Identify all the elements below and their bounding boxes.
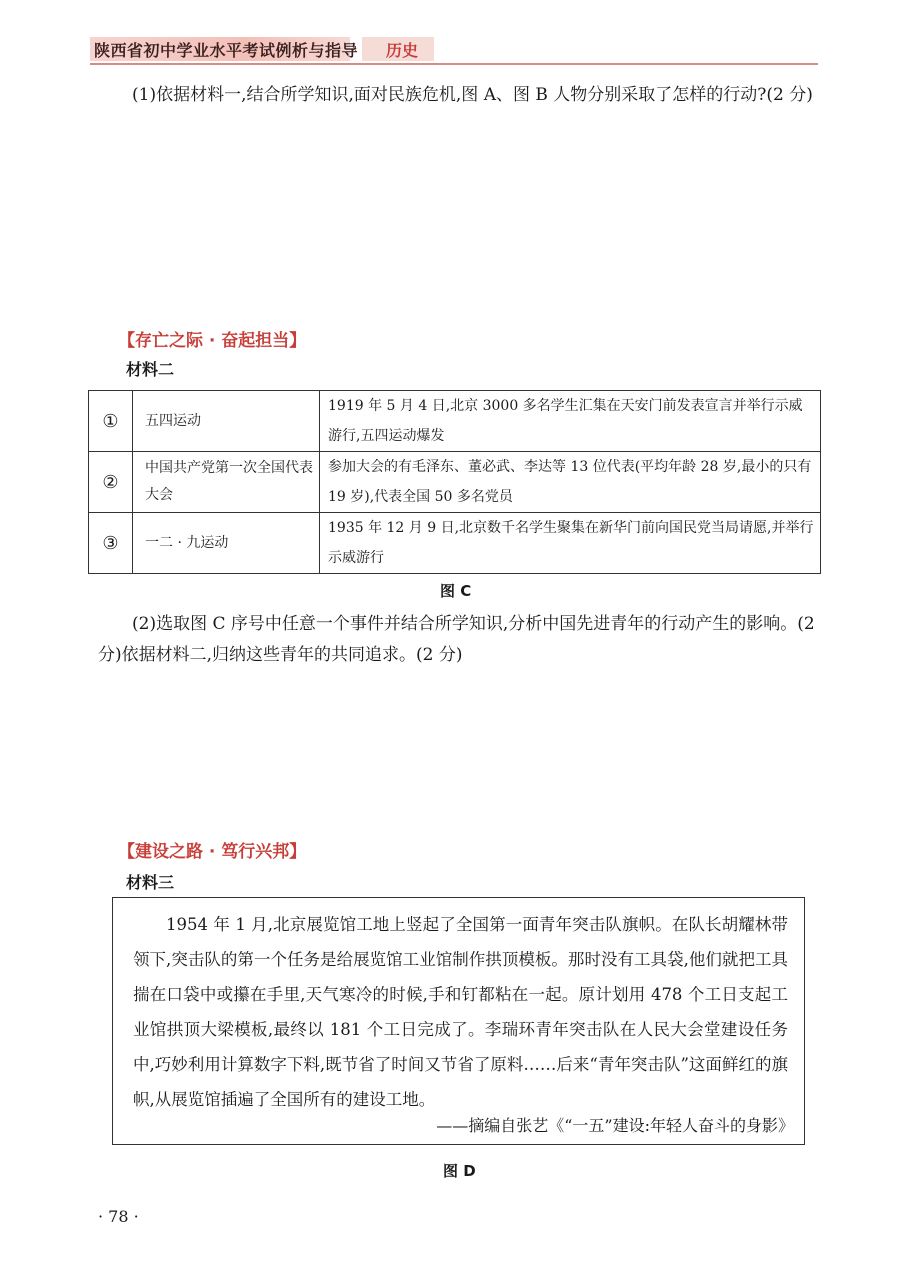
page-number: · 78 ·	[98, 1207, 139, 1226]
header-rule	[90, 63, 818, 65]
question-2: (2)选取图 C 序号中任意一个事件并结合所学知识,分析中国先进青年的行动产生的影响。(2 分)依据材料二,归纳这些青年的共同追求。(2 分)	[98, 614, 815, 665]
table-row	[89, 391, 821, 452]
section-title-2: 【存亡之际 · 奋起担当】	[118, 331, 307, 351]
figure-caption-d: 图 D	[443, 1162, 476, 1180]
event-name: 五四运动	[133, 391, 320, 452]
row-number: ①	[89, 391, 133, 452]
section-title-3: 【建设之路 · 笃行兴邦】	[118, 842, 307, 862]
table-row	[89, 452, 821, 513]
row-number: ②	[89, 452, 133, 513]
figure-caption-c: 图 C	[440, 582, 472, 600]
table-row	[89, 513, 821, 574]
quote-text: 1954 年 1 月,北京展览馆工地上竖起了全国第一面青年突击队旗帜。在队长胡耀林带领下,突击队的第一个任务是给展览馆工业馆制作拱顶模板。那时没有工具袋,他们就把工具揣在口袋中或攥在手里,天气寒冷的时候,手和钉都粘在一起。原计划用 478 个工日支起工业馆拱顶大梁模板,最终以 181 个工日完成了。李瑞环青年突击队在人民大会堂建设任务中,巧妙利用计算数字下料,既节省了时间又节省了原料……后来“青年突击队”这面鲜红的旗帜,从展览馆插遍了全国所有的建设工地。	[133, 915, 788, 1109]
book-title: 陕西省初中学业水平考试例析与指导	[94, 41, 359, 60]
quote-source: ——摘编自张艺《“一五”建设:年轻人奋斗的身影》	[436, 1116, 794, 1135]
event-description: 参加大会的有毛泽东、董必武、李达等 13 位代表(平均年龄 28 岁,最小的只有 19 岁),代表全国 50 多名党员	[320, 452, 821, 513]
material-label-2: 材料二	[126, 360, 175, 379]
event-name: 中国共产党第一次全国代表大会	[133, 452, 320, 513]
material-label-3: 材料三	[126, 873, 175, 892]
event-description: 1935 年 12 月 9 日,北京数千名学生聚集在新华门前向国民党当局请愿,并举行示威游行	[320, 513, 821, 574]
quote-box	[112, 897, 805, 1145]
event-description: 1919 年 5 月 4 日,北京 3000 多名学生汇集在天安门前发表宣言并举行示威游行,五四运动爆发	[320, 391, 821, 452]
question-1: (1)依据材料一,结合所学知识,面对民族危机,图 A、图 B 人物分别采取了怎样的行动?(2 分)	[132, 85, 813, 105]
event-name: 一二 · 九运动	[133, 513, 320, 574]
row-number: ③	[89, 513, 133, 574]
subject-label: 历史	[386, 41, 419, 60]
events-table	[88, 390, 821, 574]
